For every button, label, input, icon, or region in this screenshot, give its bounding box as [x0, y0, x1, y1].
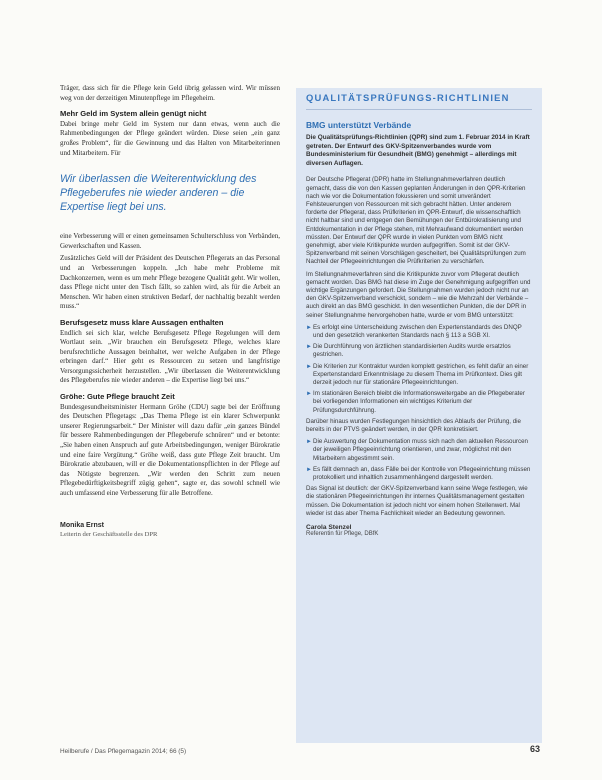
paragraph-3: Zusätzliches Geld will der Präsident des Deutschen Pflegerats an das Personal und an Verbesserungen koppeln. „Ich habe mehr Probleme mit Dachkonzernen, wenn es um mehr Pflege bezogene Qualität geht. Wir wollen, dass Pflege nicht unter den Tisch fällt, so zahlen wird, als für die Arbeit an Menschen. Wir haben einen struktiven Bedarf, der nachhaltig bezahlt werden muss.“ [60, 254, 280, 311]
box-paragraph-2: Im Stellungnahmeverfahren sind die Kritikpunkte zuvor vom Pflegerat deutlich gemacht worden. Das BMG hat diese im Zuge der Genehmigung aufgegriffen und wichtige Ergänzungen gefordert. Die Stellungnahmen wurden jedoch nicht nur an den GKV-Spitzenverband verschickt, sondern – wie die Mehrzahl der Verbände – auch direkt an das BMG geschickt. In den wesentlichen Punkten, die der DPR in seiner Stellungnahme hervorgehoben hatte, wurde er vom BMG unterstützt: [306, 270, 531, 319]
box-bullet: ► Im stationären Bereich bleibt die Informationsweitergabe an die Pflegeberater bei vorliegenden Informationen ein wichtiges Kriterium der Prüfungsdurchführung. [306, 390, 525, 414]
left-column [60, 84, 280, 540]
box-bullet: ► Es erfolgt eine Unterscheidung zwischen den Expertenstandards des DNQP und den gesetzlich verankerten Standards nach § 113 a SGB XI. [306, 323, 522, 340]
box-paragraph-3: Darüber hinaus wurden Festlegungen hinsichtlich des Ablaufs der Prüfung, die bereits in der PTVS geändert werden, in der QPR konkretisiert. [306, 417, 521, 434]
bullet-arrow-icon: ► [306, 344, 312, 351]
box-bullet: ► Die Kriterien zur Kontraktur wurden komplett gestrichen, es fehlt dafür an einer Expertenstandard Erkenntnislage zu diesem Thema im Prüfkontext. Dies gilt derzeit jedoch nur für stationäre Pflegeeinrichtungen. [306, 362, 529, 387]
bullet-arrow-icon: ► [306, 324, 312, 331]
box-body [306, 176, 532, 518]
box-bullet: ► Es fällt demnach an, dass Fälle bei der Kontrolle von Pflegeeinrichtung müssen protokolliert und inhaltlich zusammenhängend dargestellt werden. [306, 465, 531, 482]
box-title: QUALITÄTSPRÜFUNGS-RICHTLINIEN [306, 92, 510, 103]
paragraph-2: eine Verbesserung will er einen gemeinsamen Schulterschluss von Verbänden, Gewerkschaften und Kassen. [60, 232, 280, 250]
box-heading: BMG unterstützt Verbände [306, 120, 412, 130]
bullet-arrow-icon: ► [306, 466, 312, 473]
section-heading-2: Berufsgesetz muss klare Aussagen enthalten [60, 317, 224, 327]
section-heading-3: Gröhe: Gute Pflege braucht Zeit [60, 392, 175, 402]
box-bullet: ► Die Durchführung von ärztlichen standardisierten Audits wurde ersatzlos gestrichen. [306, 343, 511, 359]
author-role: Leiterin der Geschäftsstelle des DPR [60, 531, 158, 539]
box-paragraph-4: Das Signal ist deutlich: der GKV-Spitzenverband kann seine Wege festlegen, wie die stationären Pflegeeinrichtungen ihr internes Qualitätsmanagement gestalten müssen. Die Dokumentation ist jedoch nicht vor einem hohen Stellenwert. Mal wieder ist das aber Thema Fachlichkeit wieder an Bedeutung gewonnen. [306, 485, 528, 517]
box-author-name: Carola Stenzel [306, 524, 352, 532]
box-lead: Die Qualitätsprüfungs-Richtlinien (QPR) sind zum 1. Februar 2014 in Kraft getreten. Der Entwurf des GKV-Spitzenverbandes wurde vom Bundesministerium für Gesundheit (BMG) genehmigt – allerdings mit diversen Auflagen. [306, 134, 530, 167]
box-divider [306, 109, 532, 110]
box-paragraph-1: Der Deutsche Pflegerat (DPR) hatte im Stellungnahmeverfahren deutlich gemacht, dass die von den Kassen geplanten Änderungen in den QPR-Kriterien nach wie vor die Dokumentation fokussieren und somit unverändert Fehlsteuerungen von Ressourcen mit sich gebracht hätten. Unter anderem forderte der Pflegerat, dass Prüfkriterien im QPR-Entwurf, die wissenschaftlich nicht haltbar sind und entgegen den Bemühungen der Entbürokratisierung und Entdokumentation in der Pflege stehen, mit Mehraufwand dokumentiert werden müssten. Der Entwurf der QPR wurde in vielen Punkten vom BMG nicht genehmigt, aber viele Kritikpunkte wurden aufgegriffen. Somit ist der GKV-Spitzenverband mit seinen Vorschlägen gescheitert, bei Qualitätsprüfungen zum Nachteil der Pflegeeinrichtungen die Prüfkriterien zu verschärfen. [306, 176, 526, 266]
section-heading-1: Mehr Geld im System allein genügt nicht [60, 109, 207, 119]
bullet-arrow-icon: ► [306, 391, 312, 398]
bullet-arrow-icon: ► [306, 363, 312, 370]
pull-quote: Wir überlassen die Weiterentwicklung des Pflegeberufes nie wieder anderen – die Expertise liegt bei uns. [60, 173, 257, 214]
intro-paragraph: Träger, dass sich für die Pflege kein Geld übrig gelassen wird. Wir müssen weg von der derzeitigen Minutenpflege im Pflegeheim. [60, 84, 280, 102]
box-author-role: Referentin für Pflege, DBfK [306, 531, 379, 538]
page-number: 63 [530, 744, 541, 754]
bullet-arrow-icon: ► [306, 439, 312, 446]
box-bullet: ► Die Auswertung der Dokumentation muss sich nach den aktuellen Ressourcen der jeweiligen Pflegeeinrichtung orientieren, und zwar, möglichst mit den Mitarbeitern abgestimmt sein. [306, 438, 528, 462]
paragraph-4: Endlich sei sich klar, welche Berufsgesetz Pflege Regelungen will dem Wortlaut sein. „Wir brauchen ein Berufsgesetz Pflege, welches klare berufsrechtliche Aussagen beinhaltet, wer welche Aufgaben in der Pflege erbringen darf.“ Hier geht es Ressourcen zu setzen und langfristige Versorgungssicherheit herzustellen. „Wir überlassen die Weiterentwicklung des Pflegeberufes nie wieder anderen – die Expertise liegt bei uns.“ [60, 328, 280, 385]
footer-publication: Heilberufe / Das Pflegemagazin 2014; 66 (5) [60, 748, 187, 755]
sidebar-box [296, 88, 542, 743]
author-name: Monika Ernst [60, 521, 104, 529]
paragraph-1: Dabei bringe mehr Geld im System nur dann etwas, wenn auch die Rahmenbedingungen der Pflege geändert würden. Diese seien „ein ganz großes Problem“, für die Gewinnung und das Halten von Mitarbeiterinnen und Mitarbeitern. Für [60, 119, 280, 157]
paragraph-5: Bundesgesundheitsminister Hermann Gröhe (CDU) sagte bei der Eröffnung des Deutschen Pflegetags: „Das Thema Pflege ist ein klarer Schwerpunkt unserer Regierungsarbeit.“ Der Minister will dazu dafür „ein ganzes Bündel für bessere Rahmenbedingungen der Pflegeberufe schnüren“ und er betonte: „Sie haben einen Anspruch auf gute Arbeitsbedingungen, weniger Bürokratie und eine faire Vergütung.“ Gröhe weiß, dass gute Pflege Zeit braucht. Um Bürokratie abzubauen, will er die Dokumentationspflichten in der Pflege auf das Nötigste begrenzen. „Wir werden den Schritt zum neuen Pflegebedürftigkeitsbegriff zügig gehen“, sagte er, das sowohl schnell wie auch umfassend eine Verbesserung für alle Betroffene. [60, 402, 280, 497]
